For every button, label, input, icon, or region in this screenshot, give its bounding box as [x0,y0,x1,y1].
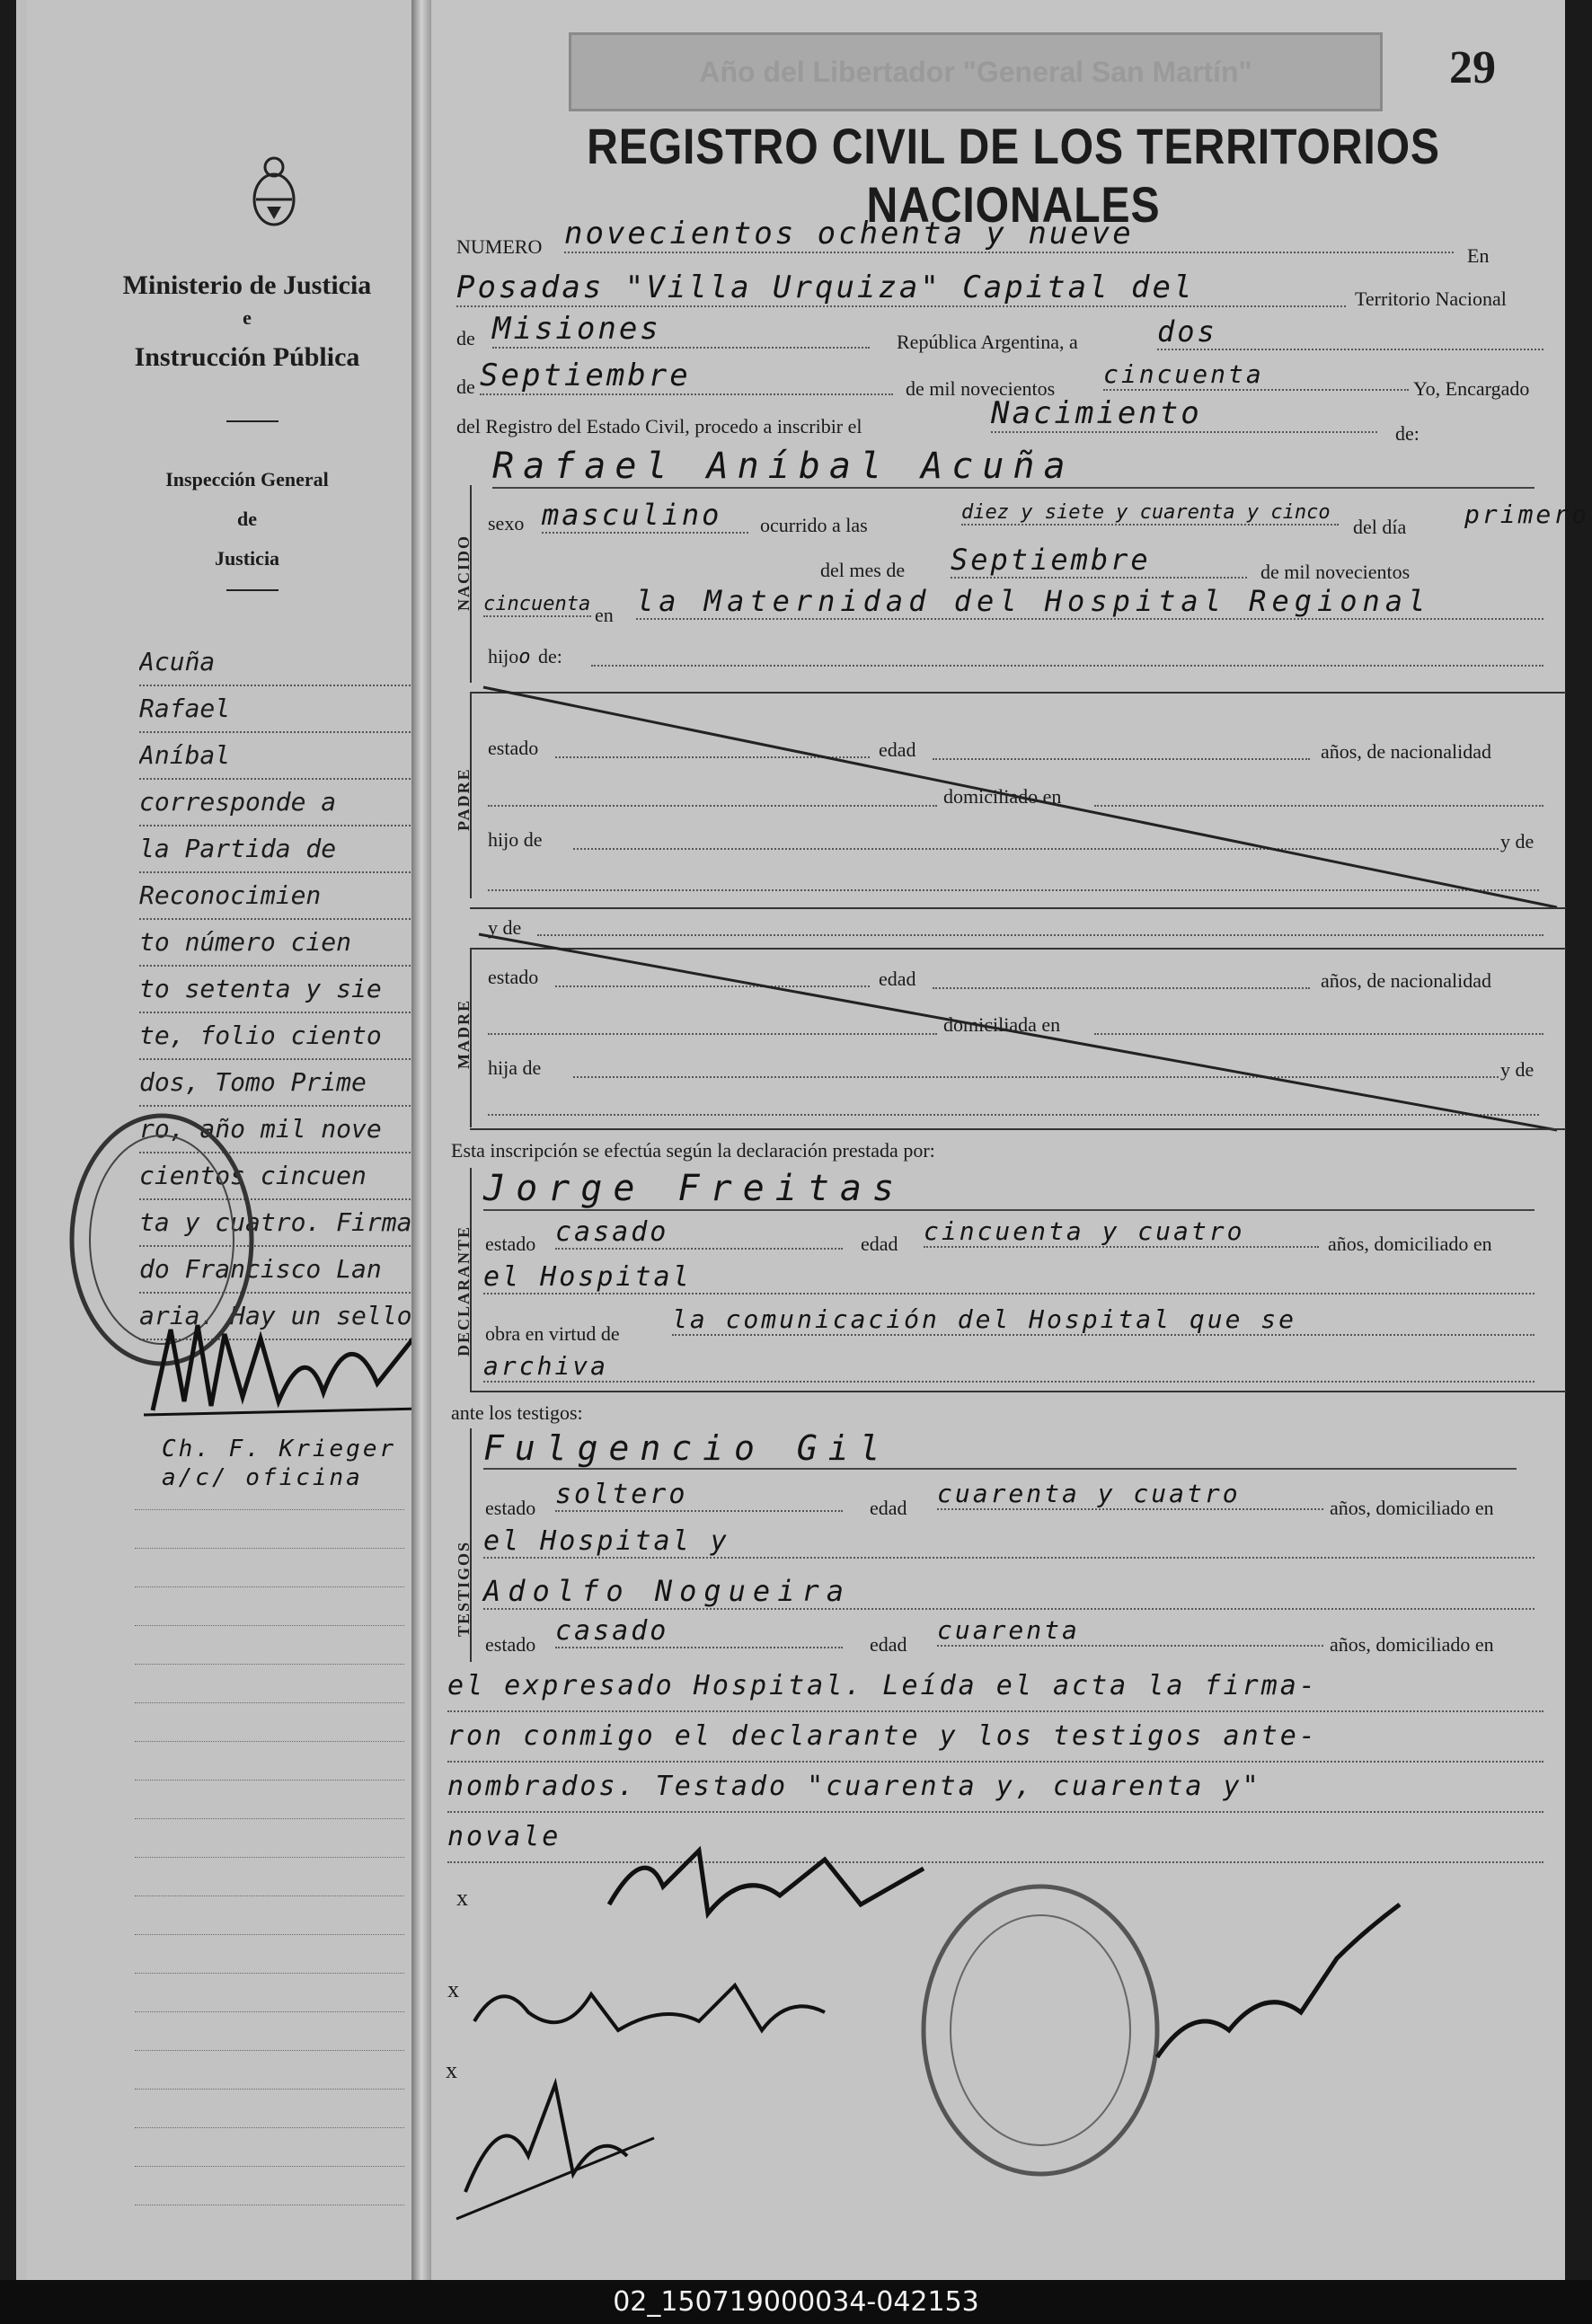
witness-signature-2 [447,2048,663,2228]
padre-y-de-label: y de [1500,830,1535,853]
margin-note-line: Rafael [139,686,418,733]
witness-2-edad-label: edad [870,1633,907,1656]
de-label: de [456,327,475,349]
hijo-word: hijo [488,645,519,667]
de-label-2: de [456,376,475,398]
margin-note-line: Aníbal [139,733,418,780]
margin-note-line: Reconocimien [139,873,418,920]
declarante-estado-label: estado [485,1233,536,1255]
sexo-label: sexo [488,512,525,535]
page-number: 29 [1449,42,1496,93]
de-colon-label: de: [1395,422,1420,445]
signature-mark-2: x [447,1976,459,2002]
official-seal-stamp [915,1878,1166,2183]
witness-1-edad: cuarenta y cuatro [937,1479,1323,1510]
inspection-line-2: de [237,508,257,530]
madre-hija-de-label: hija de [488,1056,542,1079]
hijo-label [488,645,562,668]
padre-estado-label: estado [488,737,539,759]
ministry-line-2: e [243,306,252,329]
closing-line: novale [447,1813,1543,1863]
witness-2-edad: cuarenta [937,1615,1323,1647]
signature-mark-1: x [456,1885,468,1911]
testigos-label: TESTIGOS [455,1540,473,1637]
madre-label: MADRE [455,999,473,1069]
place-value: Posadas "Villa Urquiza" Capital del [456,270,1346,307]
obra-label: obra en virtud de [485,1322,620,1345]
section-rule [470,1391,1566,1392]
day-value: dos [1157,314,1543,350]
padre-domiciliado-label: domiciliado en [943,785,1062,808]
document-page [16,0,1590,2280]
margin-note-line: ro, año mil nove [139,1107,418,1153]
hijo-suffix-o: o [518,646,534,668]
year-prefix-label: de mil novecientos [906,377,1056,400]
declaracion-label: Esta inscripción se efectúa según la declaración prestada por: [451,1139,935,1162]
hijo-de: de: [537,645,562,667]
inspection-line-1: Inspección General [165,468,329,490]
signature-scribble [144,1303,431,1428]
numero-value: novecientos ochenta y nueve [564,216,1454,253]
del-dia-label: del día [1353,516,1407,538]
padre-label: PADRE [455,767,473,831]
testigos-intro-label: ante los testigos: [451,1401,583,1424]
yo-label: Yo, Encargado [1413,377,1530,400]
witness-1-estado-label: estado [485,1497,536,1519]
scan-id-footer: 02_150719000034-042153 [0,2280,1592,2324]
inspection-line-3: Justicia [214,547,280,570]
madre-y-de-label: y de [1500,1058,1535,1081]
declarante-estado-value: casado [555,1216,843,1250]
act-type-value: Nacimiento [991,395,1377,433]
numero-label: NUMERO [456,235,543,258]
margin-note-line: to número cien [139,920,418,967]
registrant-name: Rafael Aníbal Acuña [492,446,1535,489]
ocurrido-label: ocurrido a las [760,514,868,536]
margin-note-line: la Partida de [139,826,418,873]
rubber-stamp-banner: Año del Libertador "General San Martín" [569,32,1383,111]
margin-note-line: te, folio ciento [139,1013,418,1060]
ministry-line-1: Ministerio de Justicia [122,270,372,300]
witness-1-estado: soltero [555,1479,843,1512]
margin-note-line: corresponde a [139,780,418,826]
madre-estado-label: estado [488,966,539,988]
coat-of-arms-icon [247,153,301,234]
obra-value-line-1: la comunicación del Hospital que se [672,1304,1535,1336]
del-registro-label: del Registro del Estado Civil, procedo a inscribir el [456,415,862,437]
republica-label: República Argentina, a [897,331,1078,353]
closing-line: ron conmigo el declarante y los testigos ante- [447,1712,1543,1763]
witness-signature [465,1958,843,2057]
document-title: REGISTRO CIVIL DE LOS TERRITORIOS NACIONALES [587,118,1440,233]
strike-through-line [470,925,1566,1141]
declarante-domiciliado-label: años, domiciliado en [1328,1233,1492,1255]
left-ruled-lines [135,1509,404,2246]
margin-note-line: cientos cincuen [139,1153,418,1200]
closing-line: el expresado Hospital. Leída el acta la firma- [447,1662,1543,1712]
sexo-value: masculino [542,498,748,534]
madre-edad-label: edad [879,968,916,990]
padre-edad-label: edad [879,738,916,761]
madre-y-de-top-label: y de [488,916,522,939]
declarante-edad-value: cincuenta y cuatro [924,1216,1319,1248]
del-mes-label: del mes de [820,559,906,581]
year-value: cincuenta [1103,359,1409,391]
margin-note-line: ta y cuatro. Firma [139,1200,418,1247]
birth-place-value: la Maternidad del Hospital Regional [636,584,1543,620]
en-place-label: en [595,604,614,626]
margin-note-line: to setenta y sie [139,967,418,1013]
declarante-signature [591,1833,951,1940]
inspection-heading [108,460,386,579]
registrar-signature [1130,1878,1427,2075]
ministry-heading [108,270,386,374]
territory-value: Misiones [492,311,870,349]
signature-mark-3: x [446,2057,457,2083]
witness-2-estado-label: estado [485,1633,536,1656]
padre-anos-label: años, de nacionalidad [1321,740,1491,763]
section-rule [470,1128,1566,1130]
strike-through-line [470,683,1566,916]
signature-caption-2: a/c/ oficina [162,1464,363,1491]
closing-line: nombrados. Testado "cuarenta y, cuarenta y" [447,1763,1543,1813]
declarante-label: DECLARANTE [455,1224,473,1356]
margin-note-line: aria. Hay un sello [139,1294,418,1340]
birth-year-prefix-label: de mil novecientos [1260,561,1411,583]
territorio-label: Territorio Nacional [1355,287,1507,310]
book-spine [411,0,431,2280]
declarante-name: Jorge Freitas [483,1168,1535,1211]
margin-note-line: Acuña [139,640,418,686]
padre-hijo-de-label: hijo de [488,828,543,851]
madre-domiciliada-label: domiciliada en [943,1013,1061,1036]
madre-anos-label: años, de nacionalidad [1321,969,1491,992]
witness-1-name: Fulgencio Gil [483,1428,1517,1470]
witness-2-estado: casado [555,1615,843,1648]
birth-day-value: primero [1464,499,1590,529]
witness-1-dom-label: años, domiciliado en [1330,1497,1494,1519]
signature-caption-1: Ch. F. Krieger [162,1436,397,1462]
witness-1-edad-label: edad [870,1497,907,1519]
margin-note-line: do Francisco Lan [139,1247,418,1294]
divider [226,589,279,591]
left-margin-panel [27,0,415,2280]
witness-2-dom-label: años, domiciliado en [1330,1633,1494,1656]
declarante-domicilio-value: el Hospital [483,1261,1535,1295]
blank-line [591,665,1543,667]
en-label: En [1467,244,1490,267]
witness-1-domicilio: el Hospital y [483,1525,1535,1559]
birth-month-value: Septiembre [951,543,1247,579]
birth-year-value: cincuenta [483,593,591,615]
ministry-line-3: Instrucción Pública [134,342,360,372]
divider [226,420,279,422]
section-rule [470,907,1566,909]
margin-note-line: dos, Tomo Prime [139,1060,418,1107]
obra-value-line-2: archiva [483,1351,1535,1383]
declarante-edad-label: edad [861,1233,898,1255]
month-value: Septiembre [480,358,893,395]
hour-value: diez y siete y cuarenta y cinco [961,501,1339,526]
witness-2-name: Adolfo Nogueira [483,1574,1535,1610]
nacido-label: NACIDO [455,534,473,611]
